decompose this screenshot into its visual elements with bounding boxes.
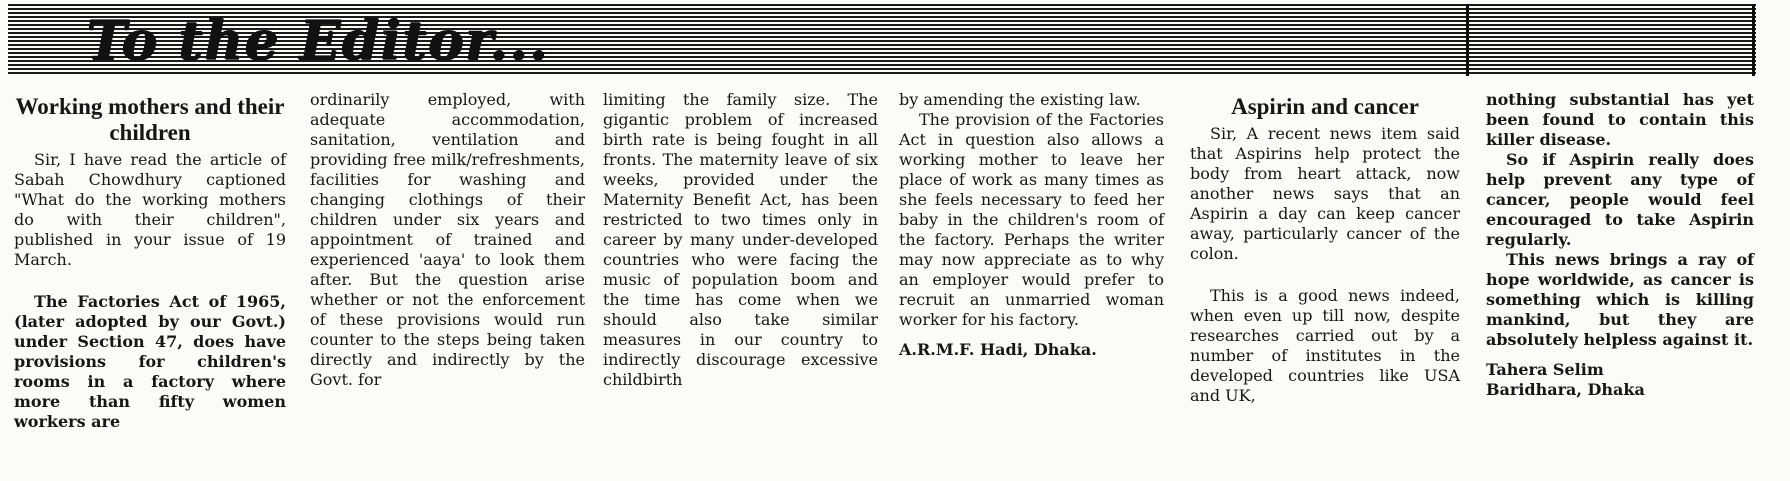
letter-2-column-2 xyxy=(1486,90,1754,470)
letter-paragraph: This news brings a ray of hope worldwide, as cancer is something which is killing mankind, but they are absolutely helpless against it. xyxy=(1486,250,1754,349)
letter-paragraph: nothing substantial has yet been found to contain this killer disease. xyxy=(1486,90,1754,149)
letter-1-headline: Working mothers and their children xyxy=(15,94,285,145)
letter-1-column-4 xyxy=(899,90,1164,470)
letter-2-signature-place: Baridhara, Dhaka xyxy=(1486,380,1645,399)
letter-2-column-1 xyxy=(1190,90,1460,470)
letter-1-signature: A.R.M.F. Hadi, Dhaka. xyxy=(899,340,1097,359)
letter-paragraph: by amending the existing law. xyxy=(899,90,1141,109)
letter-paragraph: limiting the family size. The gigantic problem of increased birth rate is being fought in all fronts. The maternity leave of six weeks, provided under the Maternity Benefit Act, has been restricted to two times only in career by many under-developed countries who were facing the music of population boom and the time has come when we should also take similar measures in our country to indirectly discourage excessive childbirth xyxy=(603,90,878,389)
letter-paragraph: ordinarily employed, with adequate accommodation, sanitation, ventilation and providing free milk/refreshments, facilities for washing and changing clothings of their children under six years and appointment of trained and experienced 'aaya' to look them after. But the question arise whether or not the enforcement of these provisions would run counter to the steps being taken directly and indirectly by the Govt. for xyxy=(310,90,585,389)
letter-2-signature-name: Tahera Selim xyxy=(1486,360,1604,379)
letter-paragraph: The provision of the Factories Act in question also allows a working mother to leave her place of work as many times as she feels necessary to feed her baby in the children's room of the factory. Perhaps the writer may now appreciate as to why an employer would prefer to recruit an unmarried woman worker for his factory. xyxy=(899,110,1164,329)
section-banner xyxy=(8,4,1756,76)
letter-1-column-2 xyxy=(310,90,585,470)
letter-paragraph: The Factories Act of 1965, (later adopted by our Govt.) under Section 47, does have provisions for children's rooms in a factory where more than fifty women workers are xyxy=(14,292,286,431)
banner-divider xyxy=(1466,4,1469,76)
banner-divider xyxy=(1752,4,1755,76)
banner-title: To the Editor... xyxy=(86,8,549,72)
letter-1-column-1 xyxy=(14,90,286,470)
letter-paragraph: This is a good news indeed, when even up till now, despite researches carried out by a number of institutes in the developed countries like USA and UK, xyxy=(1190,286,1460,405)
letter-1-column-3 xyxy=(603,90,878,470)
letter-paragraph: Sir, A recent news item said that Aspirins help protect the body from heart attack, now another news says that an Aspirin a day can keep cancer away, particularly cancer of the colon. xyxy=(1190,124,1460,263)
letter-paragraph: So if Aspirin really does help prevent any type of cancer, people would feel encouraged to take Aspirin regularly. xyxy=(1486,150,1754,249)
letter-2-headline: Aspirin and cancer xyxy=(1231,94,1419,119)
letter-paragraph: Sir, I have read the article of Sabah Chowdhury captioned "What do the working mothers do with their children", published in your issue of 19 March. xyxy=(14,150,286,269)
